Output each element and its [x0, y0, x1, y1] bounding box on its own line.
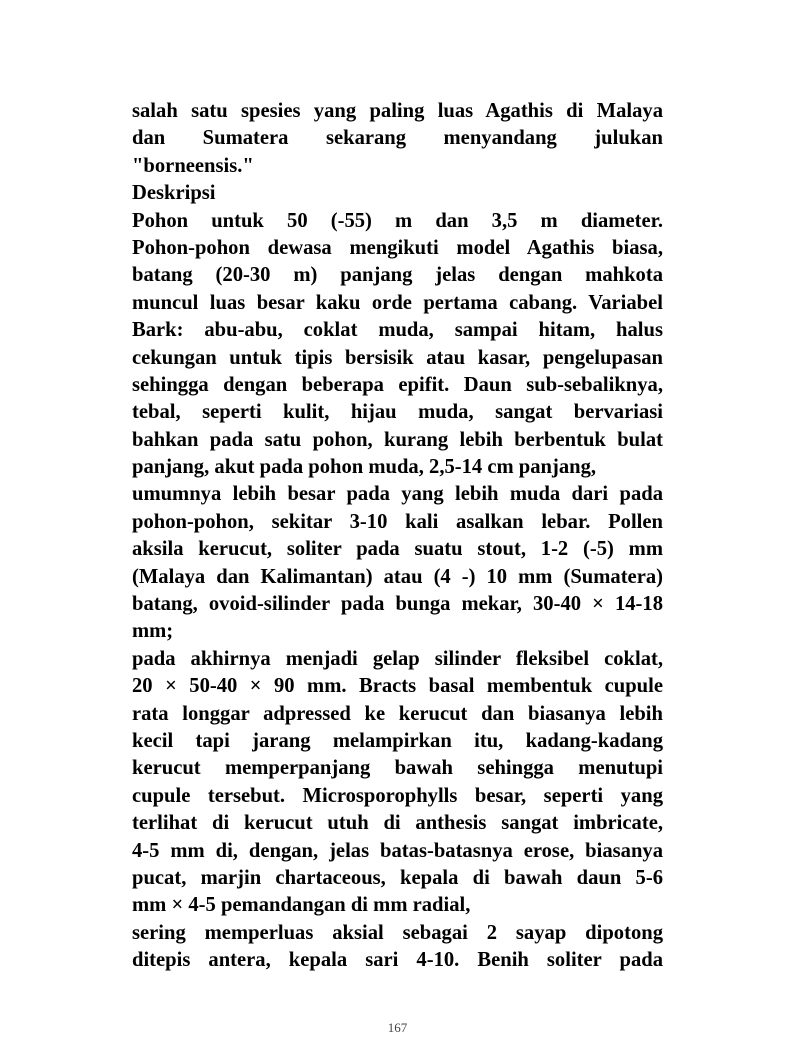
text-line: rata longgar adpressed ke kerucut dan biasanya lebih	[132, 702, 663, 725]
text-line: kecil tapi jarang melampirkan itu, kadang-kadang	[132, 729, 663, 752]
text-line: 20 × 50-40 × 90 mm. Bracts basal membentuk cupule	[132, 675, 663, 698]
text-line: cekungan untuk tipis bersisik atau kasar, pengelupasan	[132, 346, 663, 369]
text-line: sehingga dengan beberapa epifit. Daun sub-sebaliknya,	[132, 373, 663, 396]
text-line: "borneensis."	[132, 154, 254, 177]
text-line: 4-5 mm di, dengan, jelas batas-batasnya erose, biasanya	[132, 839, 663, 862]
body-text	[132, 98, 663, 975]
text-line: muncul luas besar kaku orde pertama cabang. Variabel	[132, 291, 663, 314]
section-heading: Deskripsi	[132, 182, 216, 205]
text-line: (Malaya dan Kalimantan) atau (4 -) 10 mm (Sumatera)	[132, 565, 663, 588]
text-line: tebal, seperti kulit, hijau muda, sangat bervariasi	[132, 401, 663, 424]
text-line: batang (20-30 m) panjang jelas dengan mahkota	[132, 264, 663, 287]
text-line: aksila kerucut, soliter pada suatu stout, 1-2 (-5) mm	[132, 538, 663, 561]
text-line: pada akhirnya menjadi gelap silinder fleksibel coklat,	[132, 647, 663, 670]
text-line: pucat, marjin chartaceous, kepala di bawah daun 5-6	[132, 866, 663, 889]
text-line: Pohon untuk 50 (-55) m dan 3,5 m diameter.	[132, 209, 663, 232]
text-line: umumnya lebih besar pada yang lebih muda dari pada	[132, 483, 663, 506]
page-number: 167	[387, 1020, 408, 1035]
text-line: Bark: abu-abu, coklat muda, sampai hitam, halus	[132, 319, 663, 342]
text-line: mm × 4-5 pemandangan di mm radial,	[132, 894, 471, 917]
text-line: salah satu spesies yang paling luas Agathis di Malaya	[132, 100, 663, 122]
text-line: mm;	[132, 620, 174, 643]
text-line: bahkan pada satu pohon, kurang lebih berbentuk bulat	[132, 428, 663, 451]
text-line: kerucut memperpanjang bawah sehingga menutupi	[132, 757, 663, 780]
text-line: terlihat di kerucut utuh di anthesis sangat imbricate,	[132, 812, 663, 835]
text-line: sering memperluas aksial sebagai 2 sayap dipotong	[132, 921, 663, 944]
text-line: dan Sumatera sekarang menyandang julukan	[132, 127, 663, 150]
text-line: cupule tersebut. Microsporophylls besar, seperti yang	[132, 784, 663, 807]
text-line: ditepis antera, kepala sari 4-10. Benih soliter pada	[132, 949, 663, 972]
text-line: panjang, akut pada pohon muda, 2,5-14 cm panjang,	[132, 456, 597, 479]
text-line: pohon-pohon, sekitar 3-10 kali asalkan lebar. Pollen	[132, 510, 663, 533]
text-line: batang, ovoid-silinder pada bunga mekar, 30-40 × 14-18	[132, 593, 663, 616]
text-line: Pohon-pohon dewasa mengikuti model Agathis biasa,	[132, 236, 663, 259]
